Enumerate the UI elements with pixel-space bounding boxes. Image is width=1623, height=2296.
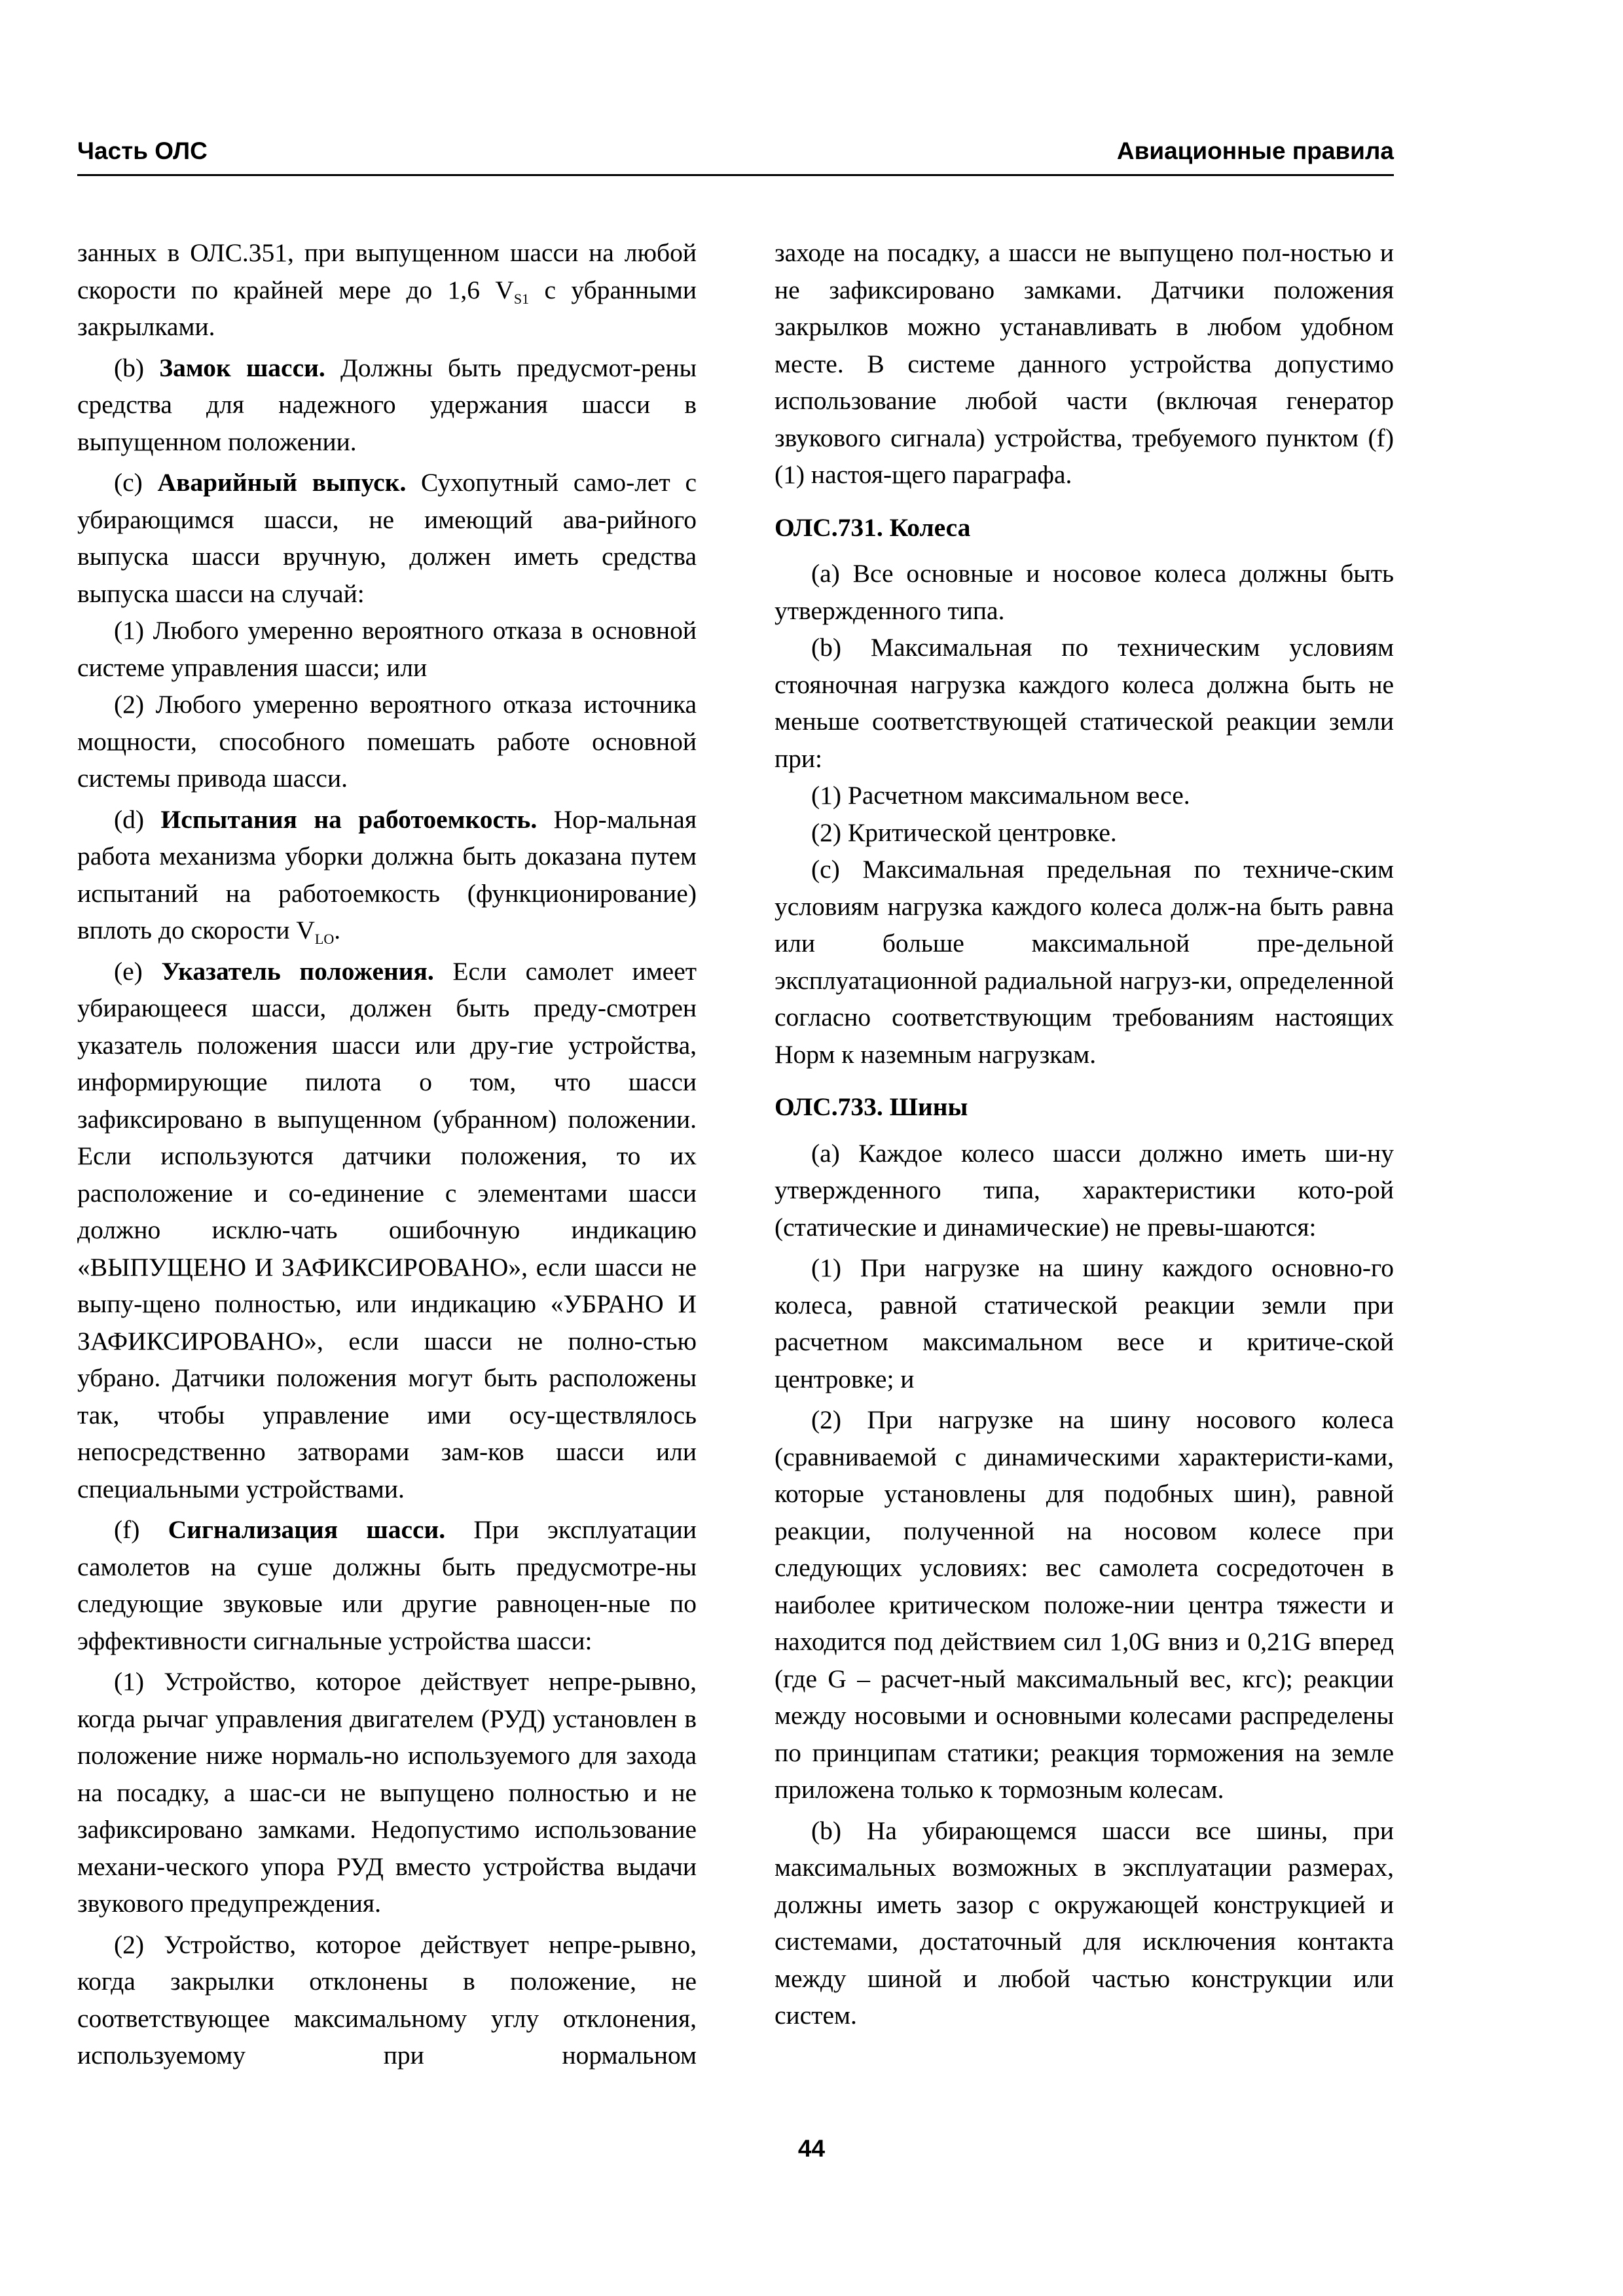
paragraph-continued: заходе на посадку, а шасси не выпущено пол-ностью и не зафиксировано замками. Датчики положения закрылков можно устанавливать в любом удобном месте. В системе данного устройства допустимо использование любой части (включая генератор звукового сигнала) устройства, требуемого пунктом (f)(1) настоя-щего параграфа. <box>775 238 1394 489</box>
section-733-clause-b: (b) На убирающемся шасси все шины, при максимальных возможных в эксплуатации размерах, должны иметь зазор с окружающей конструкцией и системами, достаточный для исключения контакта между шиной и любой частью конструкции или систем. <box>775 1816 1394 2030</box>
clause-title: Замок шасси. <box>159 353 325 382</box>
clause-title: Сигнализация шасси. <box>168 1515 446 1544</box>
section-731-clause-a: (a) Все основные и носовое колеса должны быть утвержденного типа. <box>775 559 1394 625</box>
section-733-clause-a-item-2: (2) При нагрузке на шину носового колеса (сравниваемой с динамическими характеристи-ками, которые установлены для подобных шин), равной реакции, полученной на носовом колесе при следующих условиях: вес самолета сосредоточен в наиболее критическом положе-нии центра тяжести и находится под действием сил 1,0G вниз и 0,21G вперед (где G – расчет-ный максимальный вес, кгс); реакции между носовыми и основными колесами распределены по принципам статики; реакция торможения на земле приложена только к тормозным колесам. <box>775 1405 1394 1804</box>
clause-title: Указатель положения. <box>161 956 434 986</box>
section-731-clause-b-item-2: (2) Критической центровке. <box>811 817 1117 847</box>
clause-c-emergency-extension: (c) Аварийный выпуск. Сухопутный само-лет с убирающимся шасси, не имеющий ава-рийного выпуска шасси вручную, должен иметь средства выпуска шасси на случай: <box>77 468 697 608</box>
clause-title: Аварийный выпуск. <box>157 468 407 497</box>
page-number: 44 <box>797 2135 826 2162</box>
header-title: Авиационные правила <box>1116 137 1394 164</box>
section-733-clause-a-item-1: (1) При нагрузке на шину каждого основно-го колеса, равной статической реакции земли при расчетном максимальном весе и критиче-ской центровке; и <box>775 1253 1394 1393</box>
clause-title: Испытания на работоемкость. <box>160 804 538 834</box>
clause-e-position-indicator: (e) Указатель положения. Если самолет имеет убирающееся шасси, должен быть преду-смотрен указатель положения шасси или дру-гие устройства, информирующие пилота о том, что шасси зафиксировано в выпущенном (убранном) положении. Если используются датчики положения, то их расположение и со-единение с элементами шасси должно исклю-чать ошибочную индикацию «ВЫПУЩЕНО И ЗАФИКСИРОВАНО», если шасси не выпу-щено полностью, или индикацию «УБРАНО И ЗАФИКСИРОВАНО», если шасси не полно-стью убрано. Датчики положения могут быть расположены так, чтобы управление ими осу-ществлялось непосредственно затворами зам-ков шасси или специальными устройствами. <box>77 956 697 1503</box>
section-733-clause-a: (a) Каждое колесо шасси должно иметь ши-ну утвержденного типа, характеристики кото-рой (статические и динамические) не превы-шаются: <box>775 1138 1394 1242</box>
clause-c-item-2: (2) Любого умеренно вероятного отказа источника мощности, способного помешать работе основной системы привода шасси. <box>77 690 697 793</box>
running-header <box>77 137 1394 175</box>
clause-f-item-2: (2) Устройство, которое действует непре-рывно, когда закрылки отклонены в положение, не соответствующее максимальному углу отклонения, используемому при нормальном <box>77 1929 697 2070</box>
left-column <box>77 234 697 2074</box>
right-column <box>775 234 1394 2034</box>
clause-b-landing-gear-lock: (b) Замок шасси. Должны быть предусмот-рены средства для надежного удержания шасси в выпущенном положении. <box>77 353 697 456</box>
clause-f-landing-gear-warning: (f) Сигнализация шасси. При эксплуатации самолетов на суше должны быть предусмотре-ны следующие звуковые или другие равноцен-ные по эффективности сигнальные устройства шасси: <box>77 1515 697 1655</box>
clause-d-operation-test: (d) Испытания на работоемкость. Нор-мальная работа механизма уборки должна быть доказана путем испытаний на работоемкость (функционирование) вплоть до скорости $V_{LO}$. <box>77 804 697 947</box>
header-part-label: Часть ОЛС <box>77 137 208 164</box>
section-heading-731: ОЛС.731. Колеса <box>775 512 971 542</box>
header-rule <box>77 174 1394 176</box>
clause-f-item-1: (1) Устройство, которое действует непре-рывно, когда рычаг управления двигателем (РУД) установлен в положение ниже нормаль-но используемого для захода на посадку, а шас-си не выпущено полностью и не зафиксировано замками. Недопустимо использование механи-ческого упора РУД вместо устройства выдачи звукового предупреждения. <box>77 1667 697 1918</box>
section-731-clause-b-item-1: (1) Расчетном максимальном весе. <box>811 781 1190 810</box>
section-731-clause-b: (b) Максимальная по техническим условиям стояночная нагрузка каждого колеса должна быть не меньше соответствующей статической реакции земли при: <box>775 633 1394 773</box>
section-731-clause-c: (c) Максимальная предельная по техниче-ским условиям нагрузка каждого колеса долж-на быть равна или больше максимальной пре-дельной эксплуатационной радиальной нагруз-ки, определенной согласно соответствующим требованиям настоящих Норм к наземным нагрузкам. <box>775 855 1394 1069</box>
clause-c-item-1: (1) Любого умеренно вероятного отказа в основной системе управления шасси; или <box>77 616 697 682</box>
paragraph-continued: занных в ОЛС.351, при выпущенном шасси на любой скорости по крайней мере до 1,6 $V_{S1}$ с убранными закрылками. <box>77 238 697 341</box>
section-heading-733: ОЛС.733. Шины <box>775 1092 968 1121</box>
